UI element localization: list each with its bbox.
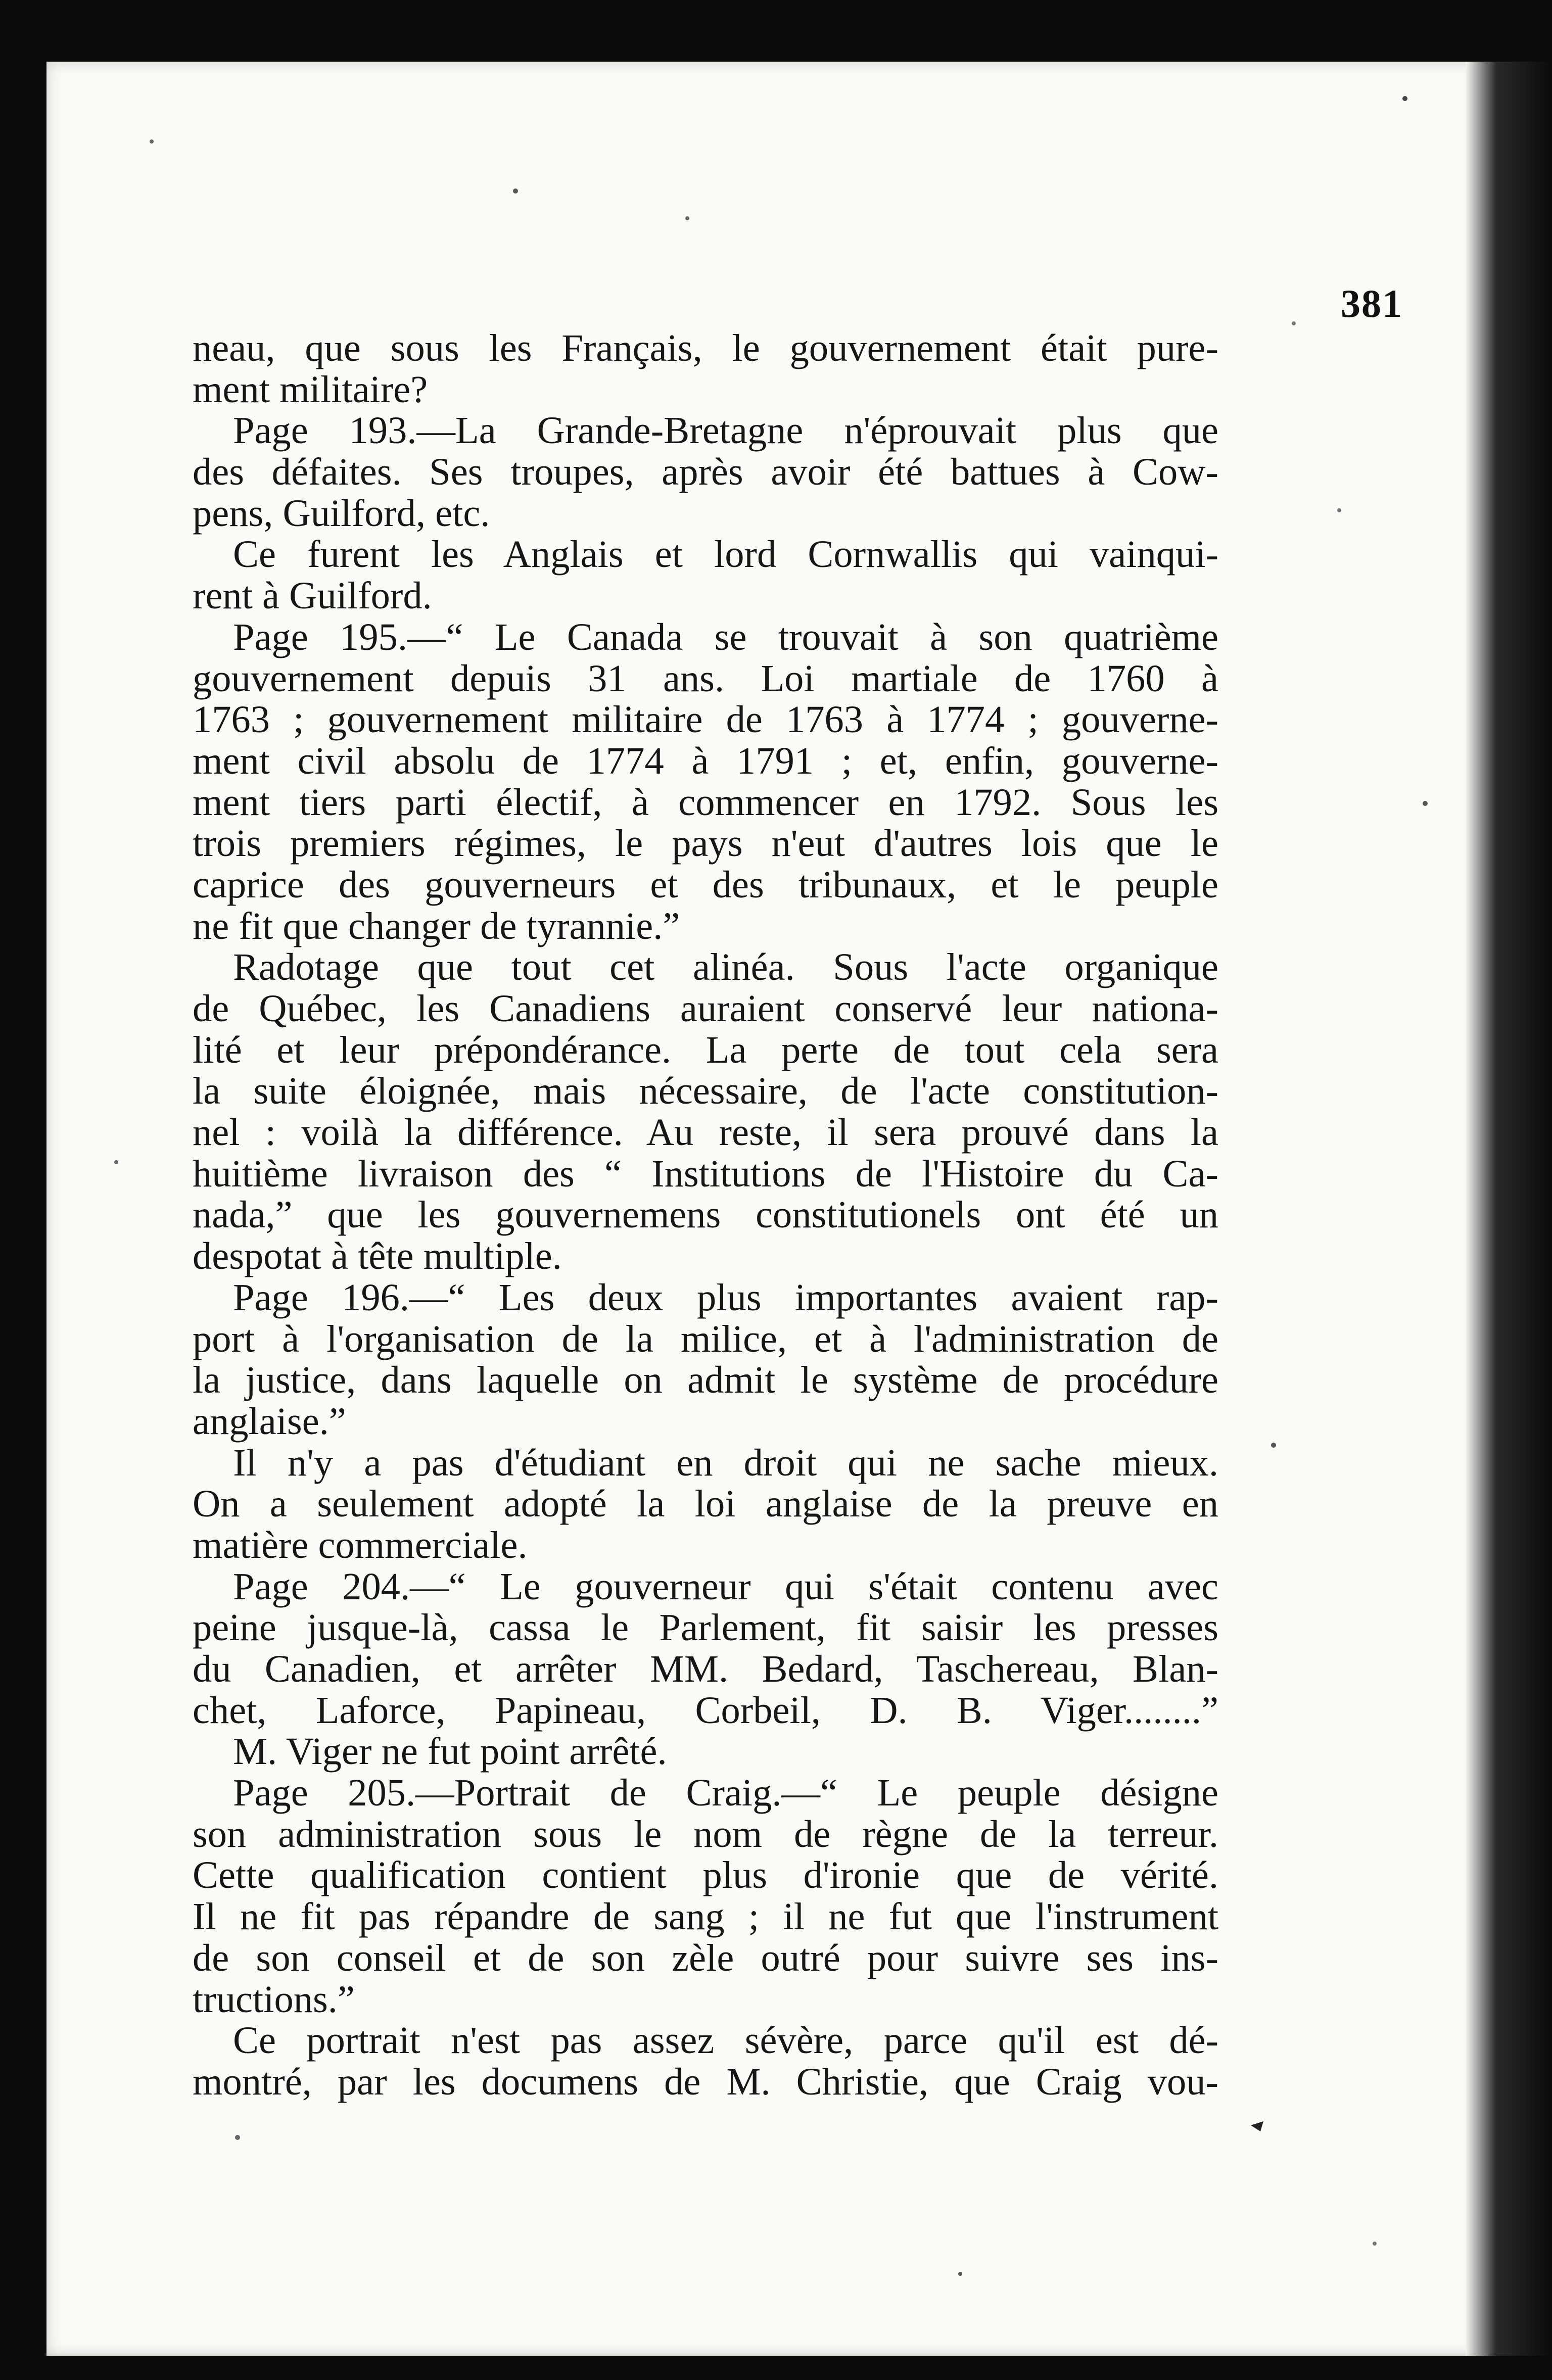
text-line: chet, Laforce, Papineau, Corbeil, D. B. Viger........” bbox=[193, 1688, 1218, 1732]
text-line: Ce portrait n'est pas assez sévère, parce qu'il est dé- bbox=[233, 2019, 1218, 2062]
text-line: de son conseil et de son zèle outré pour suivre ses ins- bbox=[193, 1936, 1218, 1979]
page-gutter-edge bbox=[1466, 62, 1552, 2356]
text-line: rent à Guilford. bbox=[193, 574, 432, 617]
text-line: Il ne fit pas répandre de sang ; il ne fut que l'instrument bbox=[193, 1895, 1218, 1938]
text-line: 1763 ; gouvernement militaire de 1763 à 1774 ; gouverne- bbox=[193, 698, 1218, 741]
text-line: Cette qualification contient plus d'ironie que de vérité. bbox=[193, 1853, 1218, 1897]
text-line: pens, Guilford, etc. bbox=[193, 491, 490, 535]
text-line: gouvernement depuis 31 ans. Loi martiale de 1760 à bbox=[193, 656, 1218, 700]
text-line: ment civil absolu de 1774 à 1791 ; et, enfin, gouverne- bbox=[193, 739, 1218, 782]
text-line: la suite éloignée, mais nécessaire, de l'acte constitution- bbox=[193, 1069, 1218, 1113]
text-line: On a seulement adopté la loi anglaise de la preuve en bbox=[193, 1482, 1218, 1526]
text-line: Il n'y a pas d'étudiant en droit qui ne sache mieux. bbox=[233, 1441, 1218, 1484]
text-line: port à l'organisation de la milice, et à l'administration de bbox=[193, 1317, 1218, 1360]
text-line: des défaites. Ses troupes, après avoir été battues à Cow- bbox=[193, 450, 1218, 494]
text-line: peine jusque-là, cassa le Parlement, fit saisir les presses bbox=[193, 1606, 1218, 1649]
text-line: huitième livraison des “ Institutions de l'Histoire du Ca- bbox=[193, 1152, 1218, 1195]
text-line: du Canadien, et arrêter MM. Bedard, Taschereau, Blan- bbox=[193, 1647, 1218, 1690]
text-line: Ce furent les Anglais et lord Cornwallis qui vainqui- bbox=[233, 533, 1218, 576]
text-line: de Québec, les Canadiens auraient conservé leur nationa- bbox=[193, 987, 1218, 1030]
text-line: ne fit que changer de tyrannie.” bbox=[193, 904, 680, 947]
text-line: despotat à tête multiple. bbox=[193, 1234, 562, 1278]
text-line: Page 205.—Portrait de Craig.—“ Le peuple désigne bbox=[233, 1771, 1218, 1815]
scan-left-border bbox=[0, 0, 46, 2380]
text-line: matière commerciale. bbox=[193, 1523, 528, 1566]
text-line: nel : voilà la différence. Au reste, il sera prouvé dans la bbox=[193, 1111, 1218, 1154]
text-line: la justice, dans laquelle on admit le système de procédure bbox=[193, 1358, 1218, 1402]
text-line: Radotage que tout cet alinéa. Sous l'acte organique bbox=[233, 945, 1218, 989]
text-line: lité et leur prépondérance. La perte de tout cela sera bbox=[193, 1028, 1218, 1071]
text-line: son administration sous le nom de règne de la terreur. bbox=[193, 1812, 1218, 1855]
text-line: Page 204.—“ Le gouverneur qui s'était contenu avec bbox=[233, 1564, 1218, 1608]
text-line: anglaise.” bbox=[193, 1399, 346, 1443]
text-line: M. Viger ne fut point arrêté. bbox=[233, 1730, 667, 1773]
text-line: ment tiers parti électif, à commencer en 1792. Sous les bbox=[193, 780, 1218, 824]
text-line: caprice des gouverneurs et des tribunaux, et le peuple bbox=[193, 863, 1218, 906]
text-line: Page 195.—“ Le Canada se trouvait à son quatrième bbox=[233, 615, 1218, 658]
body-text bbox=[193, 327, 1218, 2103]
text-line: Page 196.—“ Les deux plus importantes avaient rap- bbox=[233, 1275, 1218, 1319]
text-line: montré, par les documens de M. Christie, que Craig vou- bbox=[193, 2060, 1218, 2103]
text-line: trois premiers régimes, le pays n'eut d'autres lois que le bbox=[193, 822, 1218, 865]
page-number: 381 bbox=[1341, 281, 1403, 325]
text-line: neau, que sous les Français, le gouvernement était pure- bbox=[193, 326, 1218, 369]
text-line: nada,” que les gouvernemens constitutionels ont été un bbox=[193, 1193, 1218, 1236]
text-line: ment militaire? bbox=[193, 367, 428, 411]
text-line: tructions.” bbox=[193, 1977, 355, 2021]
text-line: Page 193.—La Grande-Bretagne n'éprouvait plus que bbox=[233, 409, 1218, 452]
